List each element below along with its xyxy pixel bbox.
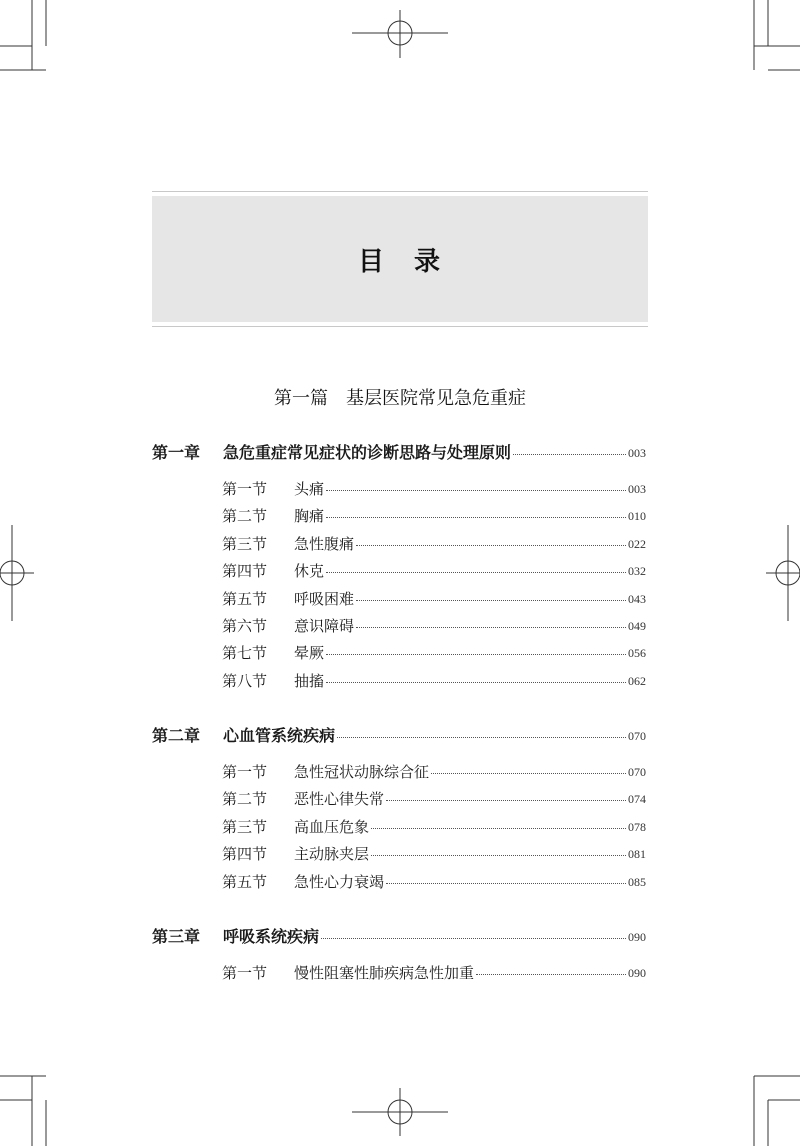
section-entry[interactable] (0, 870, 800, 894)
page-number: 043 (628, 591, 646, 606)
toc-heading-block (152, 191, 648, 327)
section-title: 胸痛 (294, 507, 325, 526)
section-title: 头痛 (294, 480, 325, 498)
dot-leader (371, 828, 626, 829)
dot-leader (431, 773, 626, 774)
dot-leader (356, 600, 626, 601)
dot-leader (321, 938, 626, 939)
section-label: 第四节 (222, 845, 268, 864)
section-entry[interactable] (0, 614, 800, 638)
toc-heading-background (152, 196, 648, 322)
section-label: 第八节 (222, 671, 268, 690)
chapter-title: 心血管系统疾病 (223, 726, 336, 745)
dot-leader (326, 572, 626, 573)
section-title: 慢性阻塞性肺疾病急性加重 (294, 964, 475, 982)
section-entry[interactable] (0, 641, 800, 665)
section-label: 第三节 (222, 817, 268, 836)
dot-leader (356, 627, 626, 628)
dot-leader (386, 800, 626, 801)
section-title: 急性冠状动脉综合征 (294, 763, 430, 781)
section-entry[interactable] (0, 669, 800, 693)
section-label: 第一节 (222, 480, 268, 498)
page-number: 022 (628, 536, 646, 551)
toc-heading: 目 录 (357, 246, 442, 277)
page-number: 010 (628, 509, 646, 524)
section-title: 晕厥 (294, 644, 325, 663)
section-title: 休克 (294, 562, 325, 581)
dot-leader (386, 883, 626, 884)
section-entry[interactable] (0, 842, 800, 866)
section-entry[interactable] (0, 504, 800, 528)
section-title: 高血压危象 (294, 817, 370, 836)
part-title: 第一篇 基层医院常见急危重症 (274, 388, 526, 409)
dot-leader (476, 974, 626, 975)
page-number: 003 (628, 446, 646, 460)
section-entry[interactable] (0, 787, 800, 811)
section-label: 第五节 (222, 589, 268, 608)
page-number: 062 (628, 673, 646, 688)
page-number: 090 (628, 966, 646, 980)
page-number: 003 (628, 482, 646, 496)
chapter-entry[interactable] (0, 724, 800, 748)
dot-leader (326, 517, 626, 518)
chapter-entry[interactable] (0, 441, 800, 465)
page-number: 049 (628, 619, 646, 633)
section-label: 第一节 (222, 763, 268, 781)
chapter-label: 第二章 (152, 726, 201, 745)
dot-leader (337, 737, 626, 738)
page-number: 078 (628, 819, 646, 834)
dot-leader (326, 654, 626, 655)
section-label: 第五节 (222, 872, 268, 891)
section-title: 呼吸困难 (294, 589, 355, 608)
section-title: 急性腹痛 (294, 534, 355, 553)
section-entry[interactable] (0, 532, 800, 556)
section-entry[interactable] (0, 477, 800, 501)
section-label: 第二节 (222, 790, 268, 809)
section-label: 第二节 (222, 507, 268, 526)
page-number: 070 (628, 729, 646, 743)
section-entry[interactable] (0, 760, 800, 784)
section-title: 急性心力衰竭 (294, 872, 385, 891)
section-title: 恶性心律失常 (294, 790, 385, 809)
section-label: 第七节 (222, 644, 268, 663)
page-number: 056 (628, 646, 646, 661)
dot-leader (326, 490, 626, 491)
dot-leader (356, 545, 626, 546)
section-label: 第六节 (222, 617, 268, 635)
page-number: 085 (628, 874, 646, 889)
chapter-title: 急危重症常见症状的诊断思路与处理原则 (223, 443, 512, 462)
section-entry[interactable] (0, 587, 800, 611)
page-number: 090 (628, 930, 646, 944)
chapter-title: 呼吸系统疾病 (223, 927, 320, 946)
section-title: 主动脉夹层 (294, 845, 370, 864)
dot-leader (371, 855, 626, 856)
chapter-entry[interactable] (0, 925, 800, 949)
section-title: 抽搐 (294, 671, 325, 690)
chapter-label: 第一章 (152, 443, 201, 462)
page-number: 081 (628, 847, 646, 862)
section-label: 第三节 (222, 534, 268, 553)
page-number: 070 (628, 765, 646, 779)
section-title: 意识障碍 (294, 617, 355, 635)
page-number: 074 (628, 792, 646, 807)
section-label: 第四节 (222, 562, 268, 581)
section-entry[interactable] (0, 961, 800, 985)
dot-leader (326, 682, 626, 683)
section-label: 第一节 (222, 964, 268, 982)
section-entry[interactable] (0, 559, 800, 583)
page-number: 032 (628, 564, 646, 579)
dot-leader (513, 454, 626, 455)
section-entry[interactable] (0, 815, 800, 839)
chapter-label: 第三章 (152, 927, 201, 946)
